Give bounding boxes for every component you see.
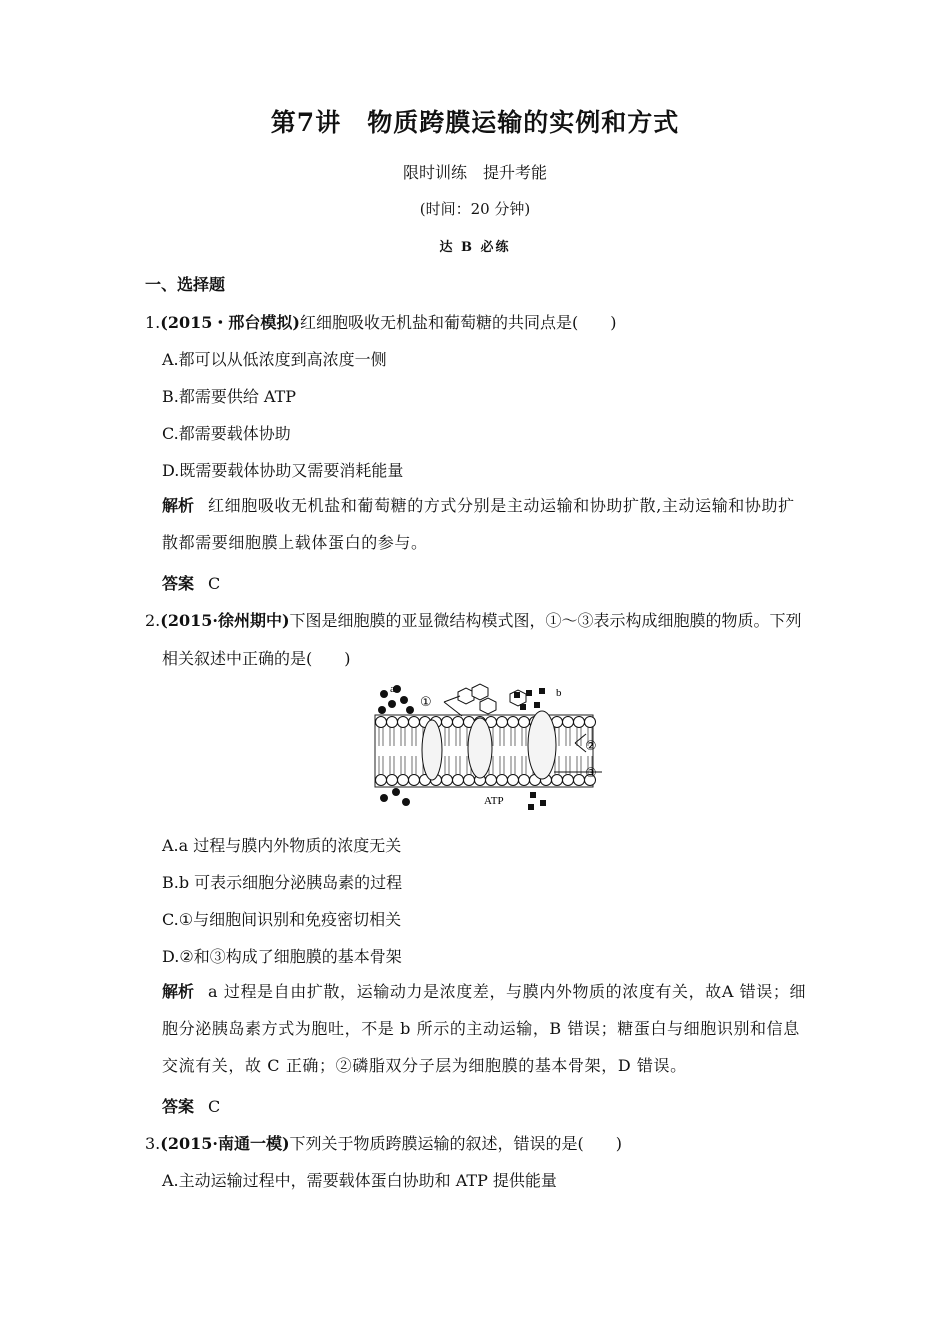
q1-option-b: B.都需要供给 ATP <box>162 387 297 406</box>
question-3 <box>145 1131 622 1154</box>
q2-analysis-label: 解析 <box>162 982 195 1001</box>
q3-number: 3. <box>145 1134 161 1153</box>
cell-membrane-diagram <box>370 680 610 810</box>
q1-analysis-label: 解析 <box>162 496 195 515</box>
phospholipid-head <box>574 717 585 728</box>
subtitle: 限时训练 提升考能 <box>402 163 547 182</box>
phospholipid-head <box>563 775 574 786</box>
phospholipid-head <box>442 775 453 786</box>
q2-option-d: D.②和③构成了细胞膜的基本骨架 <box>162 947 402 966</box>
q1-source: (2015・邢台模拟) <box>160 313 300 332</box>
phospholipid-head <box>497 775 508 786</box>
label-b: b <box>556 687 562 699</box>
q1-option-c: C.都需要载体协助 <box>162 424 291 443</box>
q1-option-a: A.都可以从低浓度到高浓度一侧 <box>162 350 387 369</box>
q2-analysis <box>162 973 810 1084</box>
q3-stem: 下列关于物质跨膜运输的叙述，错误的是( ) <box>289 1134 623 1153</box>
label-a: a <box>390 683 395 695</box>
q1-answer-value: C <box>208 574 221 593</box>
q2-stem-line2: 相关叙述中正确的是( ) <box>162 649 351 668</box>
q2-number: 2. <box>145 611 161 630</box>
q2-option-a: A.a 过程与膜内外物质的浓度无关 <box>162 836 402 855</box>
phospholipid-head <box>442 717 453 728</box>
level-tag: 达 B 必练 <box>439 240 511 255</box>
section-heading: 一、选择题 <box>145 275 226 294</box>
phospholipid-head <box>409 775 420 786</box>
q2-answer <box>162 1094 220 1117</box>
phospholipid-head <box>497 717 508 728</box>
q1-answer-label: 答案 <box>162 574 195 593</box>
page-title: 第7讲 物质跨膜运输的实例和方式 <box>270 108 680 137</box>
phospholipid-head <box>563 717 574 728</box>
phospholipid-head <box>409 717 420 728</box>
phospholipid-head <box>508 775 519 786</box>
q3-source: (2015·南通一模) <box>160 1134 290 1153</box>
phospholipid-head <box>376 775 387 786</box>
phospholipid-head <box>585 717 596 728</box>
q2-option-c: C.①与细胞间识别和免疫密切相关 <box>162 910 402 929</box>
q2-option-b: B.b 可表示细胞分泌胰岛素的过程 <box>162 873 403 892</box>
q1-stem: 红细胞吸收无机盐和葡萄糖的共同点是( ) <box>299 313 617 332</box>
phospholipid-head <box>464 775 475 786</box>
phospholipid-head <box>398 717 409 728</box>
label-2: ② <box>585 739 597 754</box>
phospholipid-head <box>574 775 585 786</box>
q2-analysis-text: a 过程是自由扩散，运输动力是浓度差，与膜内外物质的浓度有关，故A 错误；细胞分泌胰岛素方式为胞吐，不是 b 所示的主动运输，B 错误；糖蛋白与细胞识别和信息交流有关，故 C 正确；②磷脂双分子层为细胞膜的基本骨架，D 错误。 <box>162 982 807 1075</box>
phospholipid-head <box>398 775 409 786</box>
phospholipid-head <box>453 717 464 728</box>
phospholipid-head <box>519 775 530 786</box>
time-limit: (时间：20 分钟) <box>419 200 531 218</box>
label-1: ① <box>420 695 432 710</box>
question-1 <box>145 310 616 333</box>
phospholipid-head <box>552 775 563 786</box>
q1-number: 1. <box>145 313 161 332</box>
phospholipid-head <box>519 717 530 728</box>
q1-analysis-text: 红细胞吸收无机盐和葡萄糖的方式分别是主动运输和协助扩散,主动运输和协助扩散都需要细胞膜上载体蛋白的参与。 <box>162 496 795 552</box>
q2-source: (2015·徐州期中) <box>160 611 290 630</box>
q2-answer-value: C <box>208 1097 221 1116</box>
label-3: ③ <box>585 766 597 781</box>
molecules-a <box>378 685 414 806</box>
question-2 <box>145 608 802 631</box>
glycoprotein-hexagons <box>458 684 526 714</box>
q2-answer-label: 答案 <box>162 1097 195 1116</box>
phospholipid-head <box>376 717 387 728</box>
phospholipid-head <box>486 775 497 786</box>
phospholipid-head <box>387 775 398 786</box>
q1-analysis <box>162 487 810 561</box>
q3-option-a: A.主动运输过程中，需要载体蛋白协助和 ATP 提供能量 <box>162 1171 557 1190</box>
q1-option-d: D.既需要载体协助又需要消耗能量 <box>162 461 404 480</box>
q2-stem-line1: 下图是细胞膜的亚显微结构模式图，①～③表示构成细胞膜的物质。下列 <box>289 611 802 630</box>
phospholipid-head <box>387 717 398 728</box>
phospholipid-head <box>453 775 464 786</box>
label-atp: ATP <box>484 795 504 807</box>
q1-answer <box>162 571 220 594</box>
phospholipid-head <box>508 717 519 728</box>
